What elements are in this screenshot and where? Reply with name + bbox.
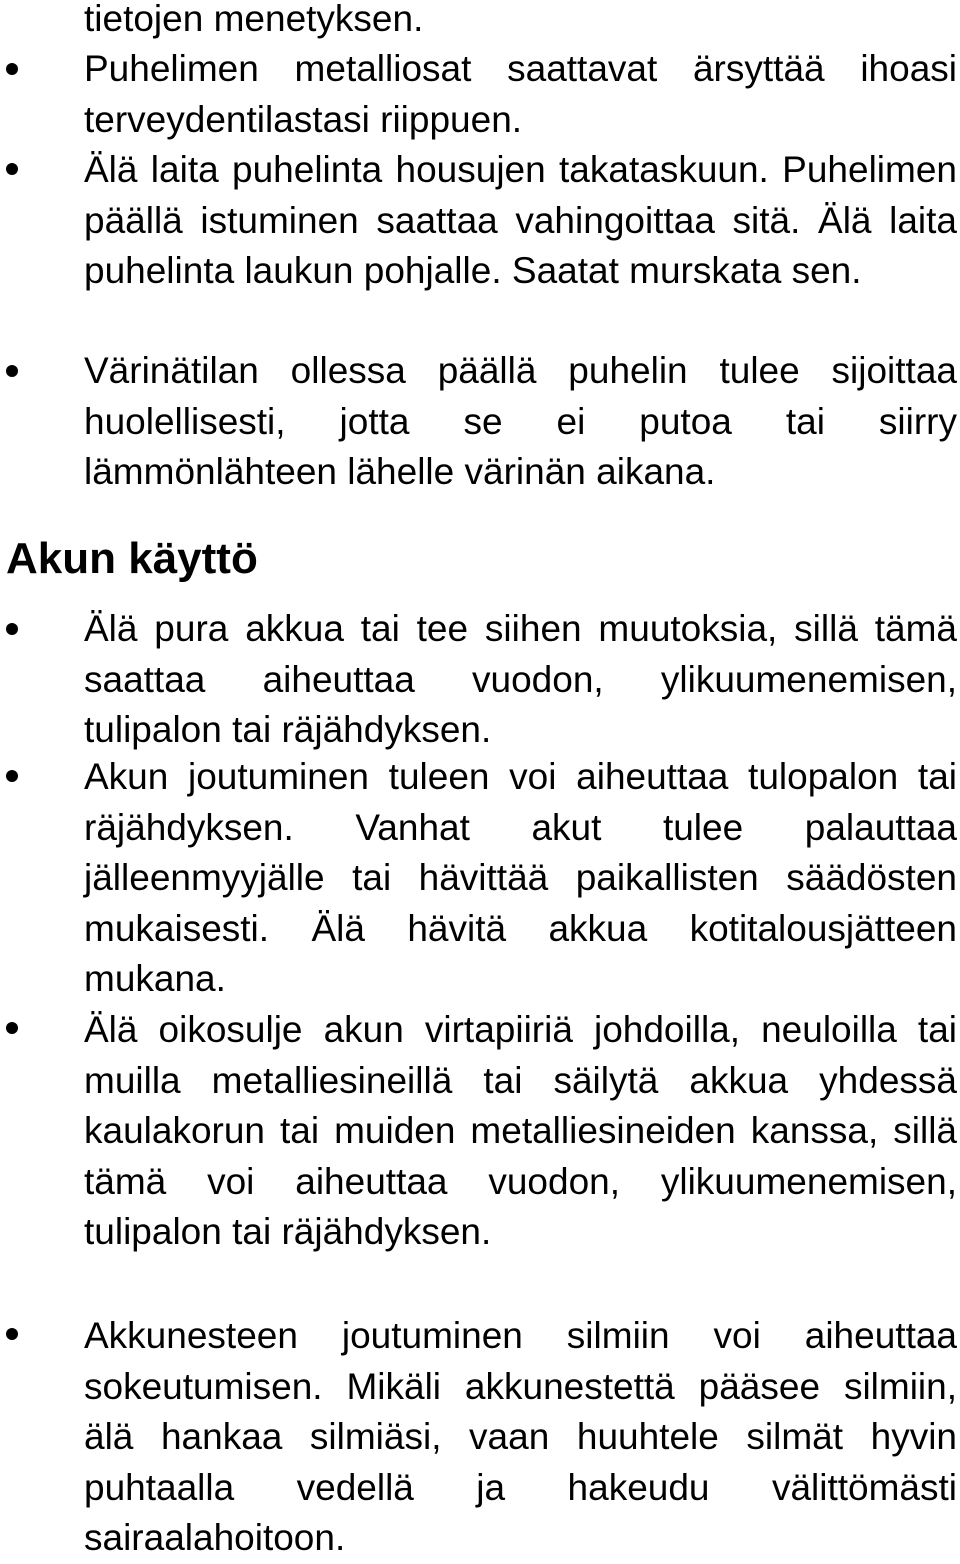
bullet-icon	[6, 1328, 18, 1340]
continuation-text: tietojen menetyksen.	[84, 0, 424, 39]
list-item: Puhelimen metalliosat saattavat ärsyttää ihoasi terveydentilastasi riippuen.	[84, 48, 957, 140]
bullet-icon	[6, 1022, 18, 1034]
list-item: Värinätilan ollessa päällä puhelin tulee sijoittaa huolellisesti, jotta se ei putoa tai siirry lämmönlähteen lähelle värinän aikana.	[84, 350, 957, 493]
list-item: Älä oikosulje akun virtapiiriä johdoilla, neuloilla tai muilla metalliesineillä tai säilytä akkua yhdessä kaulakorun tai muiden metalliesineiden kanssa, sillä tämä voi aiheuttaa vuodon, ylikuumenemisen, tulipalon tai räjähdyksen.	[84, 1009, 957, 1253]
list-item: Akun joutuminen tuleen voi aiheuttaa tulopalon tai räjähdyksen. Vanhat akut tulee palauttaa jälleenmyyjälle tai hävittää paikallisten säädösten mukaisesti. Älä hävitä akkua kotitalousjätteen mukana.	[84, 756, 957, 1000]
bullet-icon	[6, 63, 18, 75]
bullet-icon	[6, 163, 18, 175]
section-heading: Akun käyttö	[6, 534, 258, 583]
list-item: Akkunesteen joutuminen silmiin voi aiheuttaa sokeutumisen. Mikäli akkunestettä pääsee silmiin, älä hankaa silmiäsi, vaan huuhtele silmät hyvin puhtaalla vedellä ja hakeudu välittömästi sairaalahoitoon.	[84, 1315, 957, 1559]
bullet-icon	[6, 623, 18, 635]
list-item: Älä laita puhelinta housujen takataskuun. Puhelimen päällä istuminen saattaa vahingoittaa sitä. Älä laita puhelinta laukun pohjalle. Saatat murskata sen.	[84, 149, 957, 292]
bullet-icon	[6, 365, 18, 377]
bullet-icon	[6, 770, 18, 782]
list-item: Älä pura akkua tai tee siihen muutoksia, sillä tämä saattaa aiheuttaa vuodon, ylikuumenemisen, tulipalon tai räjähdyksen.	[84, 608, 957, 751]
